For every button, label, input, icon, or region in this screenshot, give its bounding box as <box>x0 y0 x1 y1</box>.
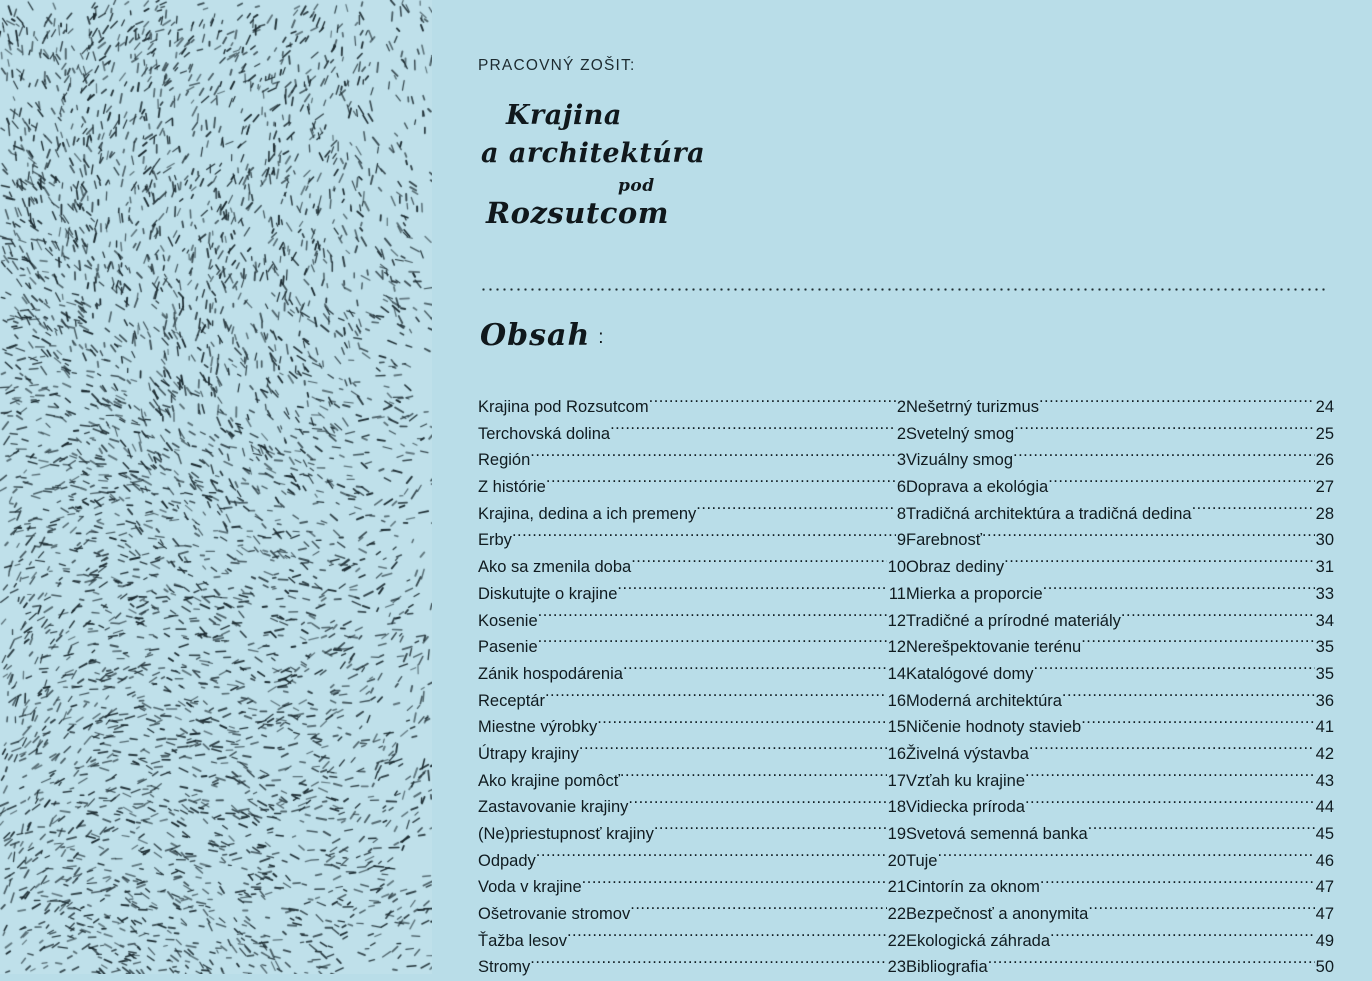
toc-column-left <box>478 394 906 981</box>
toc-entry-page: 10 <box>887 558 906 577</box>
toc-entry-page: 47 <box>1315 878 1334 897</box>
toc-leader-dots <box>623 663 887 679</box>
toc-entry-page: 41 <box>1315 718 1334 737</box>
toc-leader-dots <box>617 583 887 599</box>
toc-entry[interactable] <box>906 501 1334 528</box>
toc-entry[interactable] <box>906 928 1334 955</box>
toc-entry-page: 21 <box>887 878 906 897</box>
toc-entry-page: 47 <box>1315 905 1334 924</box>
toc-entry-title: Vizuálny smog <box>906 451 1014 470</box>
toc-entry[interactable] <box>478 688 906 715</box>
toc-entry-title: Odpady <box>478 851 536 870</box>
toc-entry-title: Zastavovanie krajiny <box>478 798 629 817</box>
toc-entry-title: Doprava a ekológia <box>906 478 1049 497</box>
table-of-contents-heading <box>480 318 604 353</box>
toc-entry-title: Receptár <box>478 691 545 710</box>
toc-entry[interactable] <box>906 581 1334 608</box>
toc-entry[interactable] <box>478 394 906 421</box>
toc-leader-dots <box>1050 930 1315 946</box>
toc-leader-dots <box>1014 423 1314 439</box>
toc-heading-colon: : <box>598 327 604 348</box>
toc-leader-dots <box>1004 556 1315 572</box>
toc-entry[interactable] <box>906 634 1334 661</box>
toc-entry-title: Tradičné a prírodné materiály <box>906 611 1121 630</box>
toc-entry[interactable] <box>906 554 1334 581</box>
toc-leader-dots <box>1025 770 1315 786</box>
toc-entry-page: 22 <box>887 931 906 950</box>
toc-entry-title: Moderná architektúra <box>906 691 1062 710</box>
toc-entry[interactable] <box>906 474 1334 501</box>
toc-entry-title: Ekologická záhrada <box>906 931 1051 950</box>
toc-entry[interactable] <box>906 527 1334 554</box>
toc-leader-dots <box>982 529 1315 545</box>
toc-leader-dots <box>530 449 896 465</box>
toc-entry[interactable] <box>906 394 1334 421</box>
toc-entry[interactable] <box>478 874 906 901</box>
toc-leader-dots <box>696 503 896 519</box>
toc-entry-page: 23 <box>887 958 906 977</box>
toc-leader-dots <box>1192 503 1315 519</box>
toc-entry[interactable] <box>478 848 906 875</box>
toc-entry-page: 2 <box>896 424 906 443</box>
toc-entry-page: 36 <box>1315 691 1334 710</box>
toc-entry[interactable] <box>478 661 906 688</box>
toc-entry-title: Svetelný smog <box>906 424 1015 443</box>
toc-entry-page: 18 <box>887 798 906 817</box>
toc-entry-page: 17 <box>887 771 906 790</box>
toc-entry[interactable] <box>478 421 906 448</box>
toc-entry-title: Krajina, dedina a ich premeny <box>478 504 697 523</box>
toc-entry-title: Ako krajine pomôcť <box>478 771 620 790</box>
toc-entry-title: Terchovská dolina <box>478 424 611 443</box>
toc-entry[interactable] <box>478 954 906 981</box>
toc-entry-page: 9 <box>896 531 906 550</box>
title-line-1: Krajina <box>506 100 622 131</box>
toc-entry-title: Obraz dediny <box>906 558 1005 577</box>
toc-entry-title: Bezpečnosť a anonymita <box>906 905 1089 924</box>
toc-leader-dots <box>1040 876 1315 892</box>
toc-leader-dots <box>530 956 886 972</box>
toc-entry-page: 16 <box>887 691 906 710</box>
title-block <box>478 92 938 252</box>
toc-entry-page: 34 <box>1315 611 1334 630</box>
toc-entry-title: Tuje <box>906 851 938 870</box>
toc-entry-page: 14 <box>887 664 906 683</box>
toc-entry-title: Tradičná architektúra a tradičná dedina <box>906 504 1192 523</box>
toc-entry[interactable] <box>478 474 906 501</box>
toc-entry-page: 27 <box>1315 478 1334 497</box>
toc-entry[interactable] <box>906 821 1334 848</box>
toc-entry[interactable] <box>906 661 1334 688</box>
toc-entry-page: 8 <box>896 504 906 523</box>
toc-entry-title: Svetová semenná banka <box>906 825 1088 843</box>
toc-entry[interactable] <box>906 874 1334 901</box>
toc-leader-dots <box>1121 610 1315 626</box>
toc-entry-page: 11 <box>888 584 906 603</box>
toc-entry-title: Stromy <box>478 958 531 977</box>
toc-entry-title: Krajina pod Rozsutcom <box>478 398 649 416</box>
toc-entry[interactable] <box>906 421 1334 448</box>
toc-entry[interactable] <box>478 821 906 848</box>
toc-leader-dots <box>597 716 886 732</box>
title-line-2: a architektúra <box>481 138 706 169</box>
toc-leader-dots <box>938 850 1315 866</box>
toc-entry-title: Vzťah ku krajine <box>906 771 1025 790</box>
toc-entry-page: 2 <box>896 398 906 416</box>
toc-entry-title: Diskutujte o krajine <box>478 584 618 603</box>
toc-entry-page: 16 <box>887 744 906 763</box>
title-line-4: Rozsutcom <box>486 196 669 230</box>
toc-entry[interactable] <box>478 581 906 608</box>
toc-entry-page: 6 <box>896 478 906 497</box>
toc-leader-dots <box>538 636 887 652</box>
toc-entry[interactable] <box>906 848 1334 875</box>
toc-entry-page: 12 <box>887 638 906 657</box>
toc-entry[interactable] <box>906 768 1334 795</box>
toc-entry-page: 45 <box>1315 825 1334 843</box>
toc-entry-page: 15 <box>887 718 906 737</box>
toc-entry-title: Cintorín za oknom <box>906 878 1040 897</box>
toc-entry-title: Vidiecka príroda <box>906 798 1025 817</box>
toc-entry[interactable] <box>478 634 906 661</box>
toc-entry-title: Nešetrný turizmus <box>906 398 1039 416</box>
toc-entry-title: Nerešpektovanie terénu <box>906 638 1082 657</box>
toc-leader-dots <box>1013 449 1315 465</box>
toc-leader-dots <box>538 610 887 626</box>
toc-leader-dots <box>631 556 886 572</box>
toc-entry-page: 24 <box>1315 398 1334 416</box>
toc-leader-dots <box>1081 716 1314 732</box>
toc-entry-page: 42 <box>1315 744 1334 763</box>
toc-entry-page: 28 <box>1315 504 1334 523</box>
toc-heading-word: Obsah <box>480 318 591 353</box>
toc-entry[interactable] <box>478 901 906 928</box>
toc-leader-dots <box>1081 636 1314 652</box>
toc-entry-title: Zánik hospodárenia <box>478 664 623 683</box>
toc-leader-dots <box>1025 796 1315 812</box>
toc-leader-dots <box>1034 663 1315 679</box>
toc-leader-dots <box>545 690 887 706</box>
kicker-label: PRACOVNÝ ZOŠIT: <box>478 57 636 74</box>
toc-entry[interactable] <box>478 447 906 474</box>
toc-entry-page: 49 <box>1315 931 1334 950</box>
toc-entry[interactable] <box>478 527 906 554</box>
toc-entry[interactable] <box>906 954 1334 981</box>
toc-entry-title: Kosenie <box>478 611 538 630</box>
title-line-3: pod <box>618 176 655 196</box>
toc-entry-page: 20 <box>887 851 906 870</box>
toc-leader-dots <box>620 770 887 786</box>
toc-entry-page: 50 <box>1315 958 1334 977</box>
toc-entry-page: 19 <box>887 825 906 843</box>
toc-leader-dots <box>1088 903 1314 919</box>
toc-leader-dots <box>536 850 887 866</box>
toc-leader-dots <box>546 476 896 492</box>
toc-entry-page: 22 <box>887 905 906 924</box>
toc-entry-title: Živelná výstavba <box>906 744 1029 763</box>
toc-entry[interactable] <box>906 714 1334 741</box>
toc-column-right <box>906 394 1334 981</box>
toc-entry[interactable] <box>478 928 906 955</box>
toc-entry-title: Mierka a proporcie <box>906 584 1043 603</box>
toc-entry-page: 26 <box>1315 451 1334 470</box>
toc-entry[interactable] <box>478 714 906 741</box>
toc-entry-page: 33 <box>1315 584 1334 603</box>
table-of-contents <box>478 394 1340 981</box>
toc-entry-page: 12 <box>887 611 906 630</box>
toc-entry[interactable] <box>478 741 906 768</box>
toc-leader-dots <box>630 903 886 919</box>
toc-entry-page: 43 <box>1315 771 1334 790</box>
toc-leader-dots <box>1088 823 1315 839</box>
toc-leader-dots <box>628 796 886 812</box>
toc-entry-page: 3 <box>896 451 906 470</box>
toc-entry-title: Pasenie <box>478 638 538 657</box>
toc-entry-page: 44 <box>1315 798 1334 817</box>
toc-entry[interactable] <box>478 554 906 581</box>
toc-entry-title: Ťažba lesov <box>478 931 567 950</box>
toc-entry[interactable] <box>478 608 906 635</box>
toc-entry-page: 46 <box>1315 851 1334 870</box>
toc-leader-dots <box>649 396 896 412</box>
toc-entry-title: Z histórie <box>478 478 546 497</box>
toc-entry-page: 25 <box>1315 424 1334 443</box>
toc-leader-dots <box>579 743 887 759</box>
speckle-pattern-canvas <box>0 0 432 974</box>
toc-entry[interactable] <box>478 794 906 821</box>
toc-entry[interactable] <box>906 741 1334 768</box>
toc-entry[interactable] <box>906 447 1334 474</box>
toc-entry-page: 31 <box>1315 558 1334 577</box>
toc-entry-page: 35 <box>1315 638 1334 657</box>
toc-leader-dots <box>610 423 896 439</box>
toc-leader-dots <box>988 956 1315 972</box>
toc-entry[interactable] <box>478 501 906 528</box>
toc-entry[interactable] <box>906 688 1334 715</box>
toc-entry-title: (Ne)priestupnosť krajiny <box>478 825 654 843</box>
toc-entry[interactable] <box>906 901 1334 928</box>
toc-leader-dots <box>1029 743 1315 759</box>
toc-leader-dots <box>1048 476 1314 492</box>
toc-leader-dots <box>1039 396 1315 412</box>
toc-leader-dots <box>567 930 887 946</box>
decorative-speckle-panel <box>0 0 432 974</box>
toc-leader-dots <box>654 823 887 839</box>
content-column <box>432 0 1372 977</box>
toc-entry-title: Voda v krajine <box>478 878 582 897</box>
toc-entry-title: Farebnosť <box>906 531 982 550</box>
toc-entry-page: 35 <box>1315 664 1334 683</box>
toc-leader-dots <box>582 876 887 892</box>
toc-leader-dots <box>512 529 896 545</box>
toc-entry-title: Ošetrovanie stromov <box>478 905 631 924</box>
toc-leader-dots <box>1043 583 1315 599</box>
toc-entry-title: Bibliografia <box>906 958 988 977</box>
toc-entry-title: Ako sa zmenila doba <box>478 558 632 577</box>
toc-entry-title: Ničenie hodnoty stavieb <box>906 718 1082 737</box>
toc-leader-dots <box>1062 690 1315 706</box>
toc-entry[interactable] <box>478 768 906 795</box>
toc-entry-page: 30 <box>1315 531 1334 550</box>
toc-entry-title: Erby <box>478 531 512 550</box>
dotted-divider <box>480 288 1325 291</box>
toc-entry-title: Útrapy krajiny <box>478 744 579 763</box>
toc-entry-title: Miestne výrobky <box>478 718 598 737</box>
toc-entry[interactable] <box>906 608 1334 635</box>
toc-entry[interactable] <box>906 794 1334 821</box>
toc-entry-title: Región <box>478 451 531 470</box>
toc-entry-title: Katalógové domy <box>906 664 1034 683</box>
